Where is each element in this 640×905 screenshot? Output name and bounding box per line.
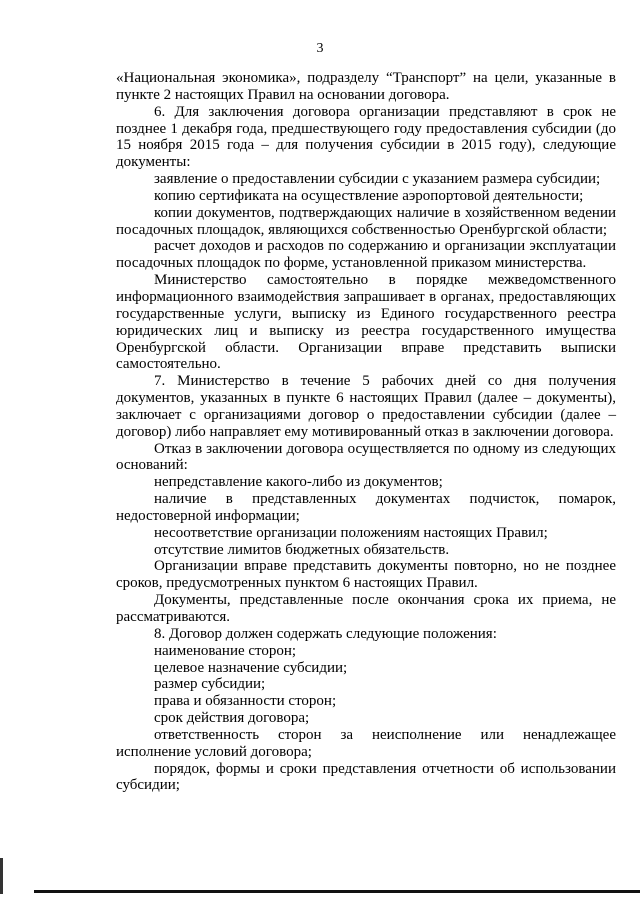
bottom-border-line: [34, 890, 640, 893]
paragraph-ground-noncompliance: несоответствие организации положениям настоящих Правил;: [154, 524, 548, 541]
document-body: [116, 70, 616, 794]
paragraph-item-8: 8. Договор должен содержать следующие положения:: [154, 625, 497, 642]
paragraph-item-6: 6. Для заключения договора организации представляют в срок не позднее 1 декабря года, предшествующего году предоставления субсидии (до 15 ноября 2015 года – для получения субсидии в 2015 году), следующие документы:: [116, 103, 616, 171]
page-number: 3: [316, 41, 324, 56]
paragraph-term-liability: ответственность сторон за неисполнение или ненадлежащее исполнение условий договора;: [116, 726, 616, 760]
left-scan-edge: [0, 858, 3, 894]
paragraph-continuation: «Национальная экономика», подразделу “Транспорт” на цели, указанные в пункте 2 настоящих Правил на основании договора.: [116, 70, 616, 103]
paragraph-ground-nonsubmission: непредставление какого-либо из документов;: [154, 474, 443, 491]
paragraph-doc-calculation: расчет доходов и расходов по содержанию и организации эксплуатации посадочных площадок по форме, установленной приказом министерства.: [116, 238, 616, 272]
paragraph-term-reporting: порядок, формы и сроки представления отчетности об использовании субсидии;: [116, 760, 616, 794]
paragraph-doc-certificate: копию сертификата на осуществление аэропортовой деятельности;: [154, 187, 584, 204]
paragraph-item-7: 7. Министерство в течение 5 рабочих дней со дня получения документов, указанных в пункте 6 настоящих Правил (далее – документы), заключает с организациями договор о предоставлении субсидии (далее – договор) либо направляет ему мотивированный отказ в заключении договора.: [116, 373, 616, 440]
paragraph-refusal-grounds: Отказ в заключении договора осуществляется по одному из следующих оснований:: [116, 440, 616, 474]
paragraph-ground-corrections: наличие в представленных документах подчисток, помарок, недостоверной информации;: [116, 491, 616, 524]
paragraph-late-documents: Документы, представленные после окончания срока их приема, не рассматриваются.: [116, 592, 616, 625]
paragraph-term-parties: наименование сторон;: [154, 642, 297, 659]
paragraph-term-amount: размер субсидии;: [154, 676, 266, 693]
paragraph-ground-no-limits: отсутствие лимитов бюджетных обязательств.: [154, 541, 450, 558]
paragraph-doc-application: заявление о предоставлении субсидии с указанием размера субсидии;: [154, 171, 601, 188]
paragraph-term-rights: права и обязанности сторон;: [154, 693, 337, 710]
paragraph-doc-ownership: копии документов, подтверждающих наличие в хозяйственном ведении посадочных площадок, являющихся собственностью Оренбургской области;: [116, 204, 616, 238]
paragraph-ministry-request: Министерство самостоятельно в порядке межведомственного информационного взаимодействия запрашивает в органах, предоставляющих государственные услуги, выписку из Единого государственного реестра юридических лиц и выписку из реестра государственного имущества Оренбургской области. Организации вправе представить выписки самостоятельно.: [116, 272, 616, 373]
paragraph-term-duration: срок действия договора;: [154, 710, 310, 727]
paragraph-resubmission: Организации вправе представить документы повторно, но не позднее сроков, предусмотренных пунктом 6 настоящих Правил.: [116, 558, 616, 592]
paragraph-term-purpose: целевое назначение субсидии;: [154, 659, 348, 676]
